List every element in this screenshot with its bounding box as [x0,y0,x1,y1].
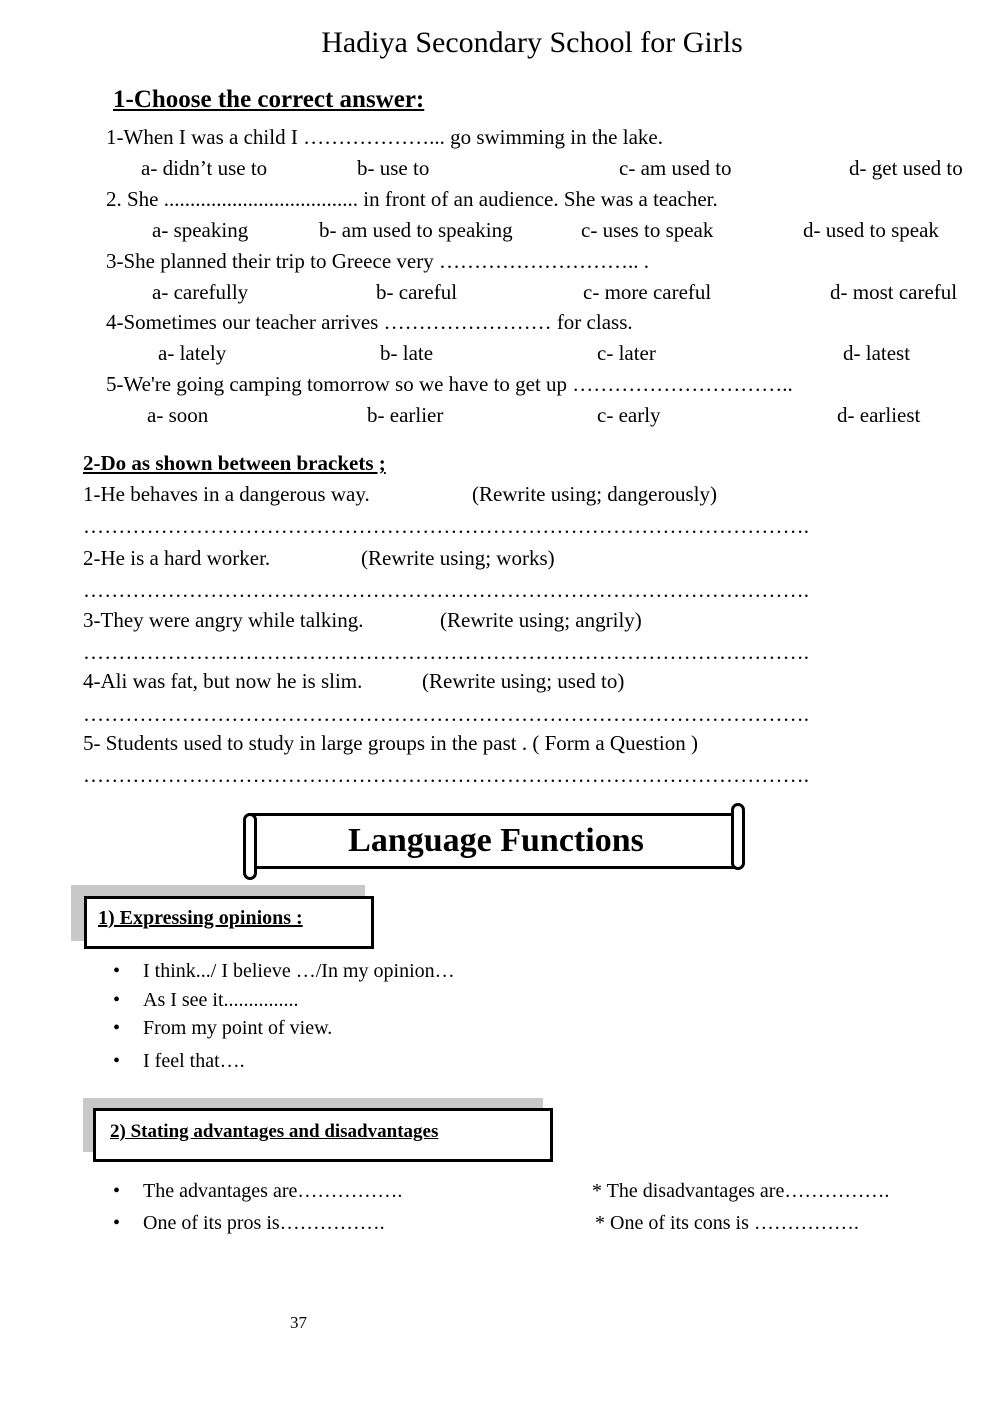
answer-line-1: …………………………………………………………………………………………. [83,514,810,538]
opinion-phrase: I think.../ I believe …/In my opinion… [143,960,455,982]
rewrite-instruction-1: (Rewrite using; dangerously) [472,482,717,506]
rewrite-instruction-2: (Rewrite using; works) [361,546,555,570]
section2-heading: 2-Do as shown between brackets ; [83,451,386,475]
expressing-opinions-heading: 1) Expressing opinions : [98,907,303,929]
bullet-icon: • [113,960,121,982]
q4-option-b: b- late [380,341,434,365]
question-4: 4-Sometimes our teacher arrives …………………… for class. [106,310,633,334]
answer-line-2: …………………………………………………………………………………………. [83,578,810,602]
q3-option-a: a- carefully [152,280,249,304]
q5-option-a: a- soon [147,403,209,427]
question-3: 3-She planned their trip to Greece very ……………………….. . [106,249,649,273]
q2-option-d: d- used to speak [803,218,939,242]
q4-option-c: c- later [597,341,656,365]
rewrite-sentence-1: 1-He behaves in a dangerous way. [83,482,370,506]
q5-option-d: d- earliest [837,403,921,427]
advantage-phrase: The advantages are……………. [143,1180,403,1202]
q4-option-d: d- latest [843,341,911,365]
section1-heading: 1-Choose the correct answer: [113,86,425,113]
rewrite-sentence-5: 5- Students used to study in large groups in the past . ( Form a Question ) [83,731,698,755]
question-1: 1-When I was a child I ………………... go swimming in the lake. [106,125,663,149]
rewrite-sentence-2: 2-He is a hard worker. [83,546,271,570]
rewrite-sentence-3: 3-They were angry while talking. [83,608,364,632]
q3-option-d: d- most careful [830,280,958,304]
q1-option-b: b- use to [357,156,430,180]
q2-option-a: a- speaking [152,218,249,242]
advantages-heading: 2) Stating advantages and disadvantages [110,1121,439,1142]
rewrite-instruction-3: (Rewrite using; angrily) [440,608,642,632]
opinion-phrase: As I see it............... [143,989,299,1011]
page-number: 37 [290,1313,307,1332]
q3-option-c: c- more careful [583,280,712,304]
question-2: 2. She ..................................... in front of an audience. She was a teacher. [106,187,718,211]
answer-line-5: …………………………………………………………………………………………. [83,763,810,787]
rewrite-instruction-4: (Rewrite using; used to) [422,669,625,693]
q2-option-b: b- am used to speaking [319,218,513,242]
question-5: 5-We're going camping tomorrow so we have to get up ………………………….. [106,372,793,396]
bullet-icon: • [113,1050,121,1072]
answer-line-3: …………………………………………………………………………………………. [83,640,810,664]
disadvantage-phrase: * One of its cons is ……………. [595,1212,859,1234]
bullet-icon: • [113,989,121,1011]
q3-option-b: b- careful [376,280,458,304]
advantage-phrase: One of its pros is……………. [143,1212,385,1234]
disadvantage-phrase: * The disadvantages are……………. [592,1180,890,1202]
bullet-icon: • [113,1180,121,1202]
rewrite-sentence-4: 4-Ali was fat, but now he is slim. [83,669,363,693]
q4-option-a: a- lately [158,341,227,365]
q1-option-c: c- am used to [619,156,732,180]
q5-option-c: c- early [597,403,661,427]
q5-option-b: b- earlier [367,403,444,427]
bullet-icon: • [113,1017,121,1039]
banner-title: Language Functions [348,822,644,859]
opinion-phrase: From my point of view. [143,1017,333,1039]
page-title: Hadiya Secondary School for Girls [321,26,743,59]
answer-line-4: …………………………………………………………………………………………. [83,702,810,726]
q2-option-c: c- uses to speak [581,218,714,242]
opinion-phrase: I feel that…. [143,1050,245,1072]
q1-option-d: d- get used to [849,156,963,180]
q1-option-a: a- didn’t use to [141,156,268,180]
bullet-icon: • [113,1212,121,1234]
